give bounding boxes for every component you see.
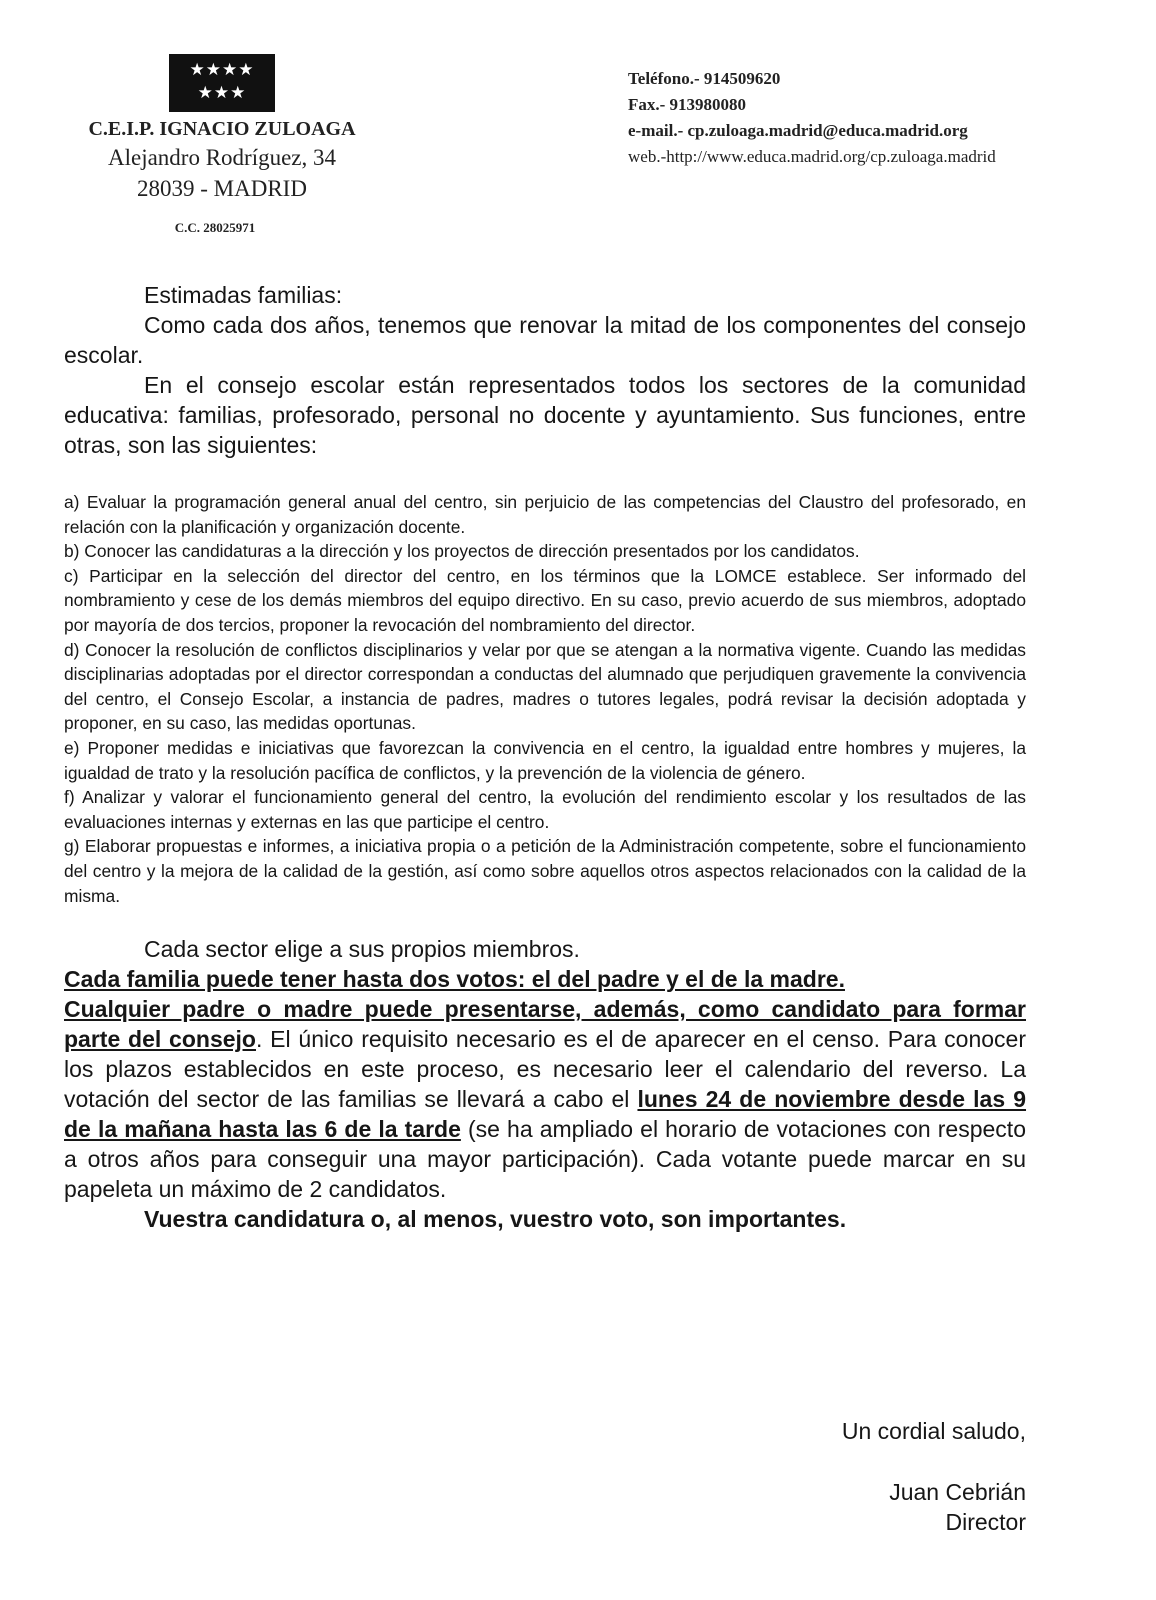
contact-block [628, 66, 996, 170]
function-item: f) Analizar y valorar el funcionamiento general del centro, la evolución del rendimiento escolar y los resultados de las evaluaciones internas y externas en las que participe el centro. [64, 787, 1026, 832]
vote-date-text: (se ha ampliado el horario de votaciones con respecto a otros años para conseguir una mayor participación). Cada votante puede marcar en su papeleta un máximo de 2 candidatos. [64, 1116, 1026, 1203]
center-code: C.C. 28025971 [174, 220, 256, 235]
address-city: 28039 - MADRID [137, 176, 307, 201]
madrid-flag-logo [169, 54, 275, 112]
email-address: e-mail.- cp.zuloaga.madrid@educa.madrid.org [628, 121, 968, 140]
school-address-block [0, 116, 444, 238]
website-address: web.-http://www.educa.madrid.org/cp.zuloaga.madrid [628, 147, 996, 166]
renewal-paragraph: Como cada dos años, tenemos que renovar la mitad de los componentes del consejo escolar. [64, 312, 1026, 368]
function-item: g) Elaborar propuestas e informes, a iniciativa propia o a petición de la Administración competente, sobre el funcionamiento del centro y la mejora de la calidad de la gestión, así como sobre aquellos otros aspectos relacionados con la calidad de la misma. [64, 836, 1026, 906]
function-item: e) Proponer medidas e iniciativas que favorezcan la convivencia en el centro, la igualdad entre hombres y mujeres, la igualdad de trato y la resolución pacífica de conflictos, y la prevención de la violencia de género. [64, 737, 1026, 783]
signer-title: Director [945, 1509, 1026, 1535]
candidacy-text: . El único requisito necesario es el de aparecer en el censo. Para conocer los plazos establecidos en este proceso, es necesario leer el calendario del reverso. La votación del sector de las familias se llevará a cabo el [64, 1026, 1026, 1113]
candidacy-highlight: Cualquier padre o madre puede presentarse, además, como candidato para formar parte del consejo [64, 996, 1026, 1053]
sector-line: Cada sector elige a sus propios miembros. [144, 936, 580, 963]
council-paragraph: En el consejo escolar están representados todos los sectores de la comunidad educativa: familias, profesorado, personal no docente y ayuntamiento. Sus funciones, entre otras, son las siguientes: [64, 372, 1026, 458]
salutation: Un cordial saludo, [841, 1418, 1026, 1444]
candidacy-paragraph [64, 994, 1026, 1204]
school-name: C.E.I.P. IGNACIO ZULOAGA [88, 118, 356, 140]
signature-block [889, 1477, 1026, 1537]
function-item: c) Participar en la selección del director del centro, en los términos que la LOMCE establece. Ser informado del nombramiento y cese de los demás miembros del equipo directivo. En su caso, previo acuerdo de sus miembros, adoptado por mayoría de dos tercios, proponer la revocación del nombramiento del director. [64, 565, 1026, 635]
closing-line: Vuestra candidatura o, al menos, vuestro voto, son importantes. [144, 1206, 847, 1233]
vote-date-highlight: lunes 24 de noviembre desde las 9 de la mañana hasta las 6 de la tarde [64, 1086, 1027, 1143]
letter-body [64, 280, 1026, 1234]
intro-section [64, 280, 1026, 460]
votes-line: Cada familia puede tener hasta dos votos: el del padre y el de la madre. [64, 966, 845, 993]
function-item: a) Evaluar la programación general anual del centro, sin perjuicio de las competencias del Claustro del profesorado, en relación con la planificación y organización docente. [64, 492, 1026, 537]
election-section [64, 934, 1026, 1234]
functions-list [64, 490, 1026, 908]
fax-number: Fax.- 913980080 [628, 95, 747, 114]
function-item: d) Conocer la resolución de conflictos disciplinarios y velar por que se atengan a la normativa vigente. Cuando las medidas disciplinarias adoptadas por el director correspondan a conductas del alumnado que perjudiquen gravemente la convivencia del centro, el Consejo Escolar, a instancia de padres, madres o tutores legales, podrá revisar la decisión adoptada y proponer, en su caso, las medidas oportunas. [64, 639, 1026, 734]
flag-stars-bottom: ★★★ [197, 83, 247, 103]
flag-stars-top: ★★★★ [189, 60, 255, 80]
address-street: Alejandro Rodríguez, 34 [107, 145, 337, 170]
signer-name: Juan Cebrián [889, 1479, 1026, 1505]
function-item: b) Conocer las candidaturas a la dirección y los proyectos de dirección presentados por los candidatos. [64, 541, 860, 562]
greeting: Estimadas familias: [144, 282, 343, 308]
phone-number: Teléfono.- 914509620 [628, 69, 781, 88]
